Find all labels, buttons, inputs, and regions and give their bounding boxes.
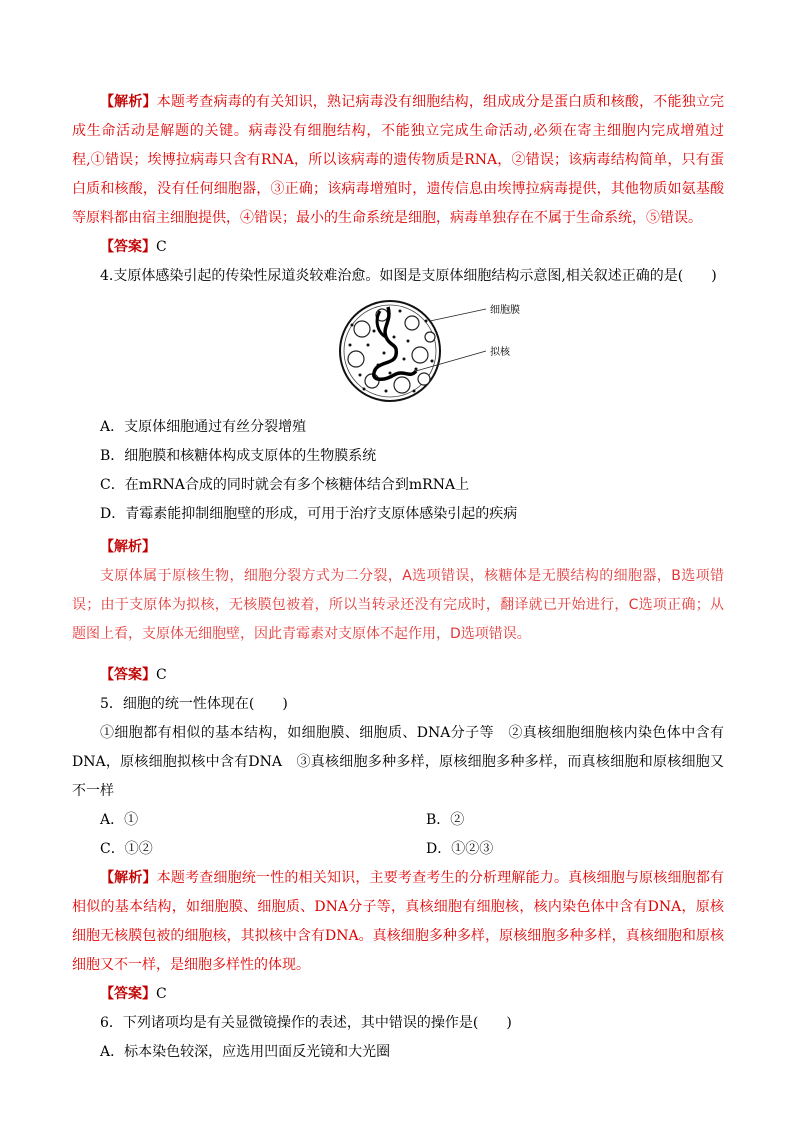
q6-option-a: A．标本染色较深，应选用凹面反光镜和大光圈	[100, 1044, 391, 1060]
q4-analysis-heading: 【解析】	[100, 539, 156, 555]
q4-option-a: A．支原体细胞通过有丝分裂增殖	[100, 419, 307, 435]
q5-option-c: C．①②	[100, 841, 153, 857]
q5-option-a: A．①	[100, 812, 139, 828]
q4-analysis: 支原体属于原核生物，细胞分裂方式为二分裂，A选项错误，核糖体是无膜结构的细胞器，B选项错误；由于支原体为拟核，无核膜包被着，所以当转录还没有完成时，翻译就已开始进行，C选项正确；从题图上看，支原体无细胞壁，因此青霉素对支原体不起作用，D选项错误。	[72, 568, 724, 642]
q4-option-b: B．细胞膜和核糖体构成支原体的生物膜系统	[100, 448, 377, 464]
label-nucleoid: 拟核	[490, 347, 510, 358]
q5-answer: 【答案】C	[100, 986, 167, 1002]
q5-analysis: 【解析】本题考查细胞统一性的相关知识，主要考查考生的分析理解能力。真核细胞与原核细胞都有相似的基本结构，如细胞膜、细胞质、DNA分子等，真核细胞有细胞核，核内染色体中含有DNA，原核细胞无核膜包被的细胞核，其拟核中含有DNA。真核细胞多种多样，原核细胞多种多样，真核细胞和原核细胞又不一样，是细胞多样性的体现。	[72, 870, 725, 973]
q6-stem: 6．下列诸项均是有关显微镜操作的表述，其中错误的操作是( )	[100, 1015, 512, 1031]
q5-statement: ①细胞都有相似的基本结构，如细胞膜、细胞质、DNA分子等 ②真核细胞细胞核内染色体中含有DNA，原核细胞拟核中含有DNA ③真核细胞多种多样，原核细胞多种多样，而真核细胞和原核细胞又不一样	[72, 725, 724, 799]
q5-stem: 5．细胞的统一性体现在( )	[100, 696, 288, 712]
q3-analysis: 【解析】本题考查病毒的有关知识，熟记病毒没有细胞结构，组成成分是蛋白质和核酸，不能独立完成生命活动是解题的关键。病毒没有细胞结构，不能独立完成生命活动,必须在寄主细胞内完成增殖过程,①错误；埃博拉病毒只含有RNA，所以该病毒的遗传物质是RNA，②错误；该病毒结构简单，只有蛋白质和核酸，没有任何细胞器，③正确；该病毒增殖时，遗传信息由埃博拉病毒提供，其他物质如氨基酸等原料都由宿主细胞提供，④错误；最小的生命系统是细胞，病毒单独存在不属于生命系统，⑤错误。	[72, 94, 725, 226]
q4-stem: 4.支原体感染引起的传染性尿道炎较难治愈。如图是支原体细胞结构示意图,相关叙述正确的是( )	[100, 268, 717, 284]
q4-answer: 【答案】C	[100, 667, 167, 683]
document-page	[72, 88, 724, 1067]
q5-option-d: D．①②③	[426, 841, 494, 857]
q5-option-b: B．②	[426, 812, 465, 828]
q3-answer: 【答案】C	[100, 239, 167, 255]
q4-option-c: C．在mRNA合成的同时就会有多个核糖体结合到mRNA上	[100, 477, 470, 493]
q5-options-row-1	[72, 806, 724, 835]
mycoplasma-cell-figure	[72, 297, 724, 405]
q5-options-row-2	[72, 835, 724, 864]
label-cell-membrane: 细胞膜	[490, 305, 520, 316]
q4-option-d: D．青霉素能抑制细胞壁的形成，可用于治疗支原体感染引起的疾病	[100, 506, 518, 522]
mycoplasma-diagram	[72, 297, 724, 405]
